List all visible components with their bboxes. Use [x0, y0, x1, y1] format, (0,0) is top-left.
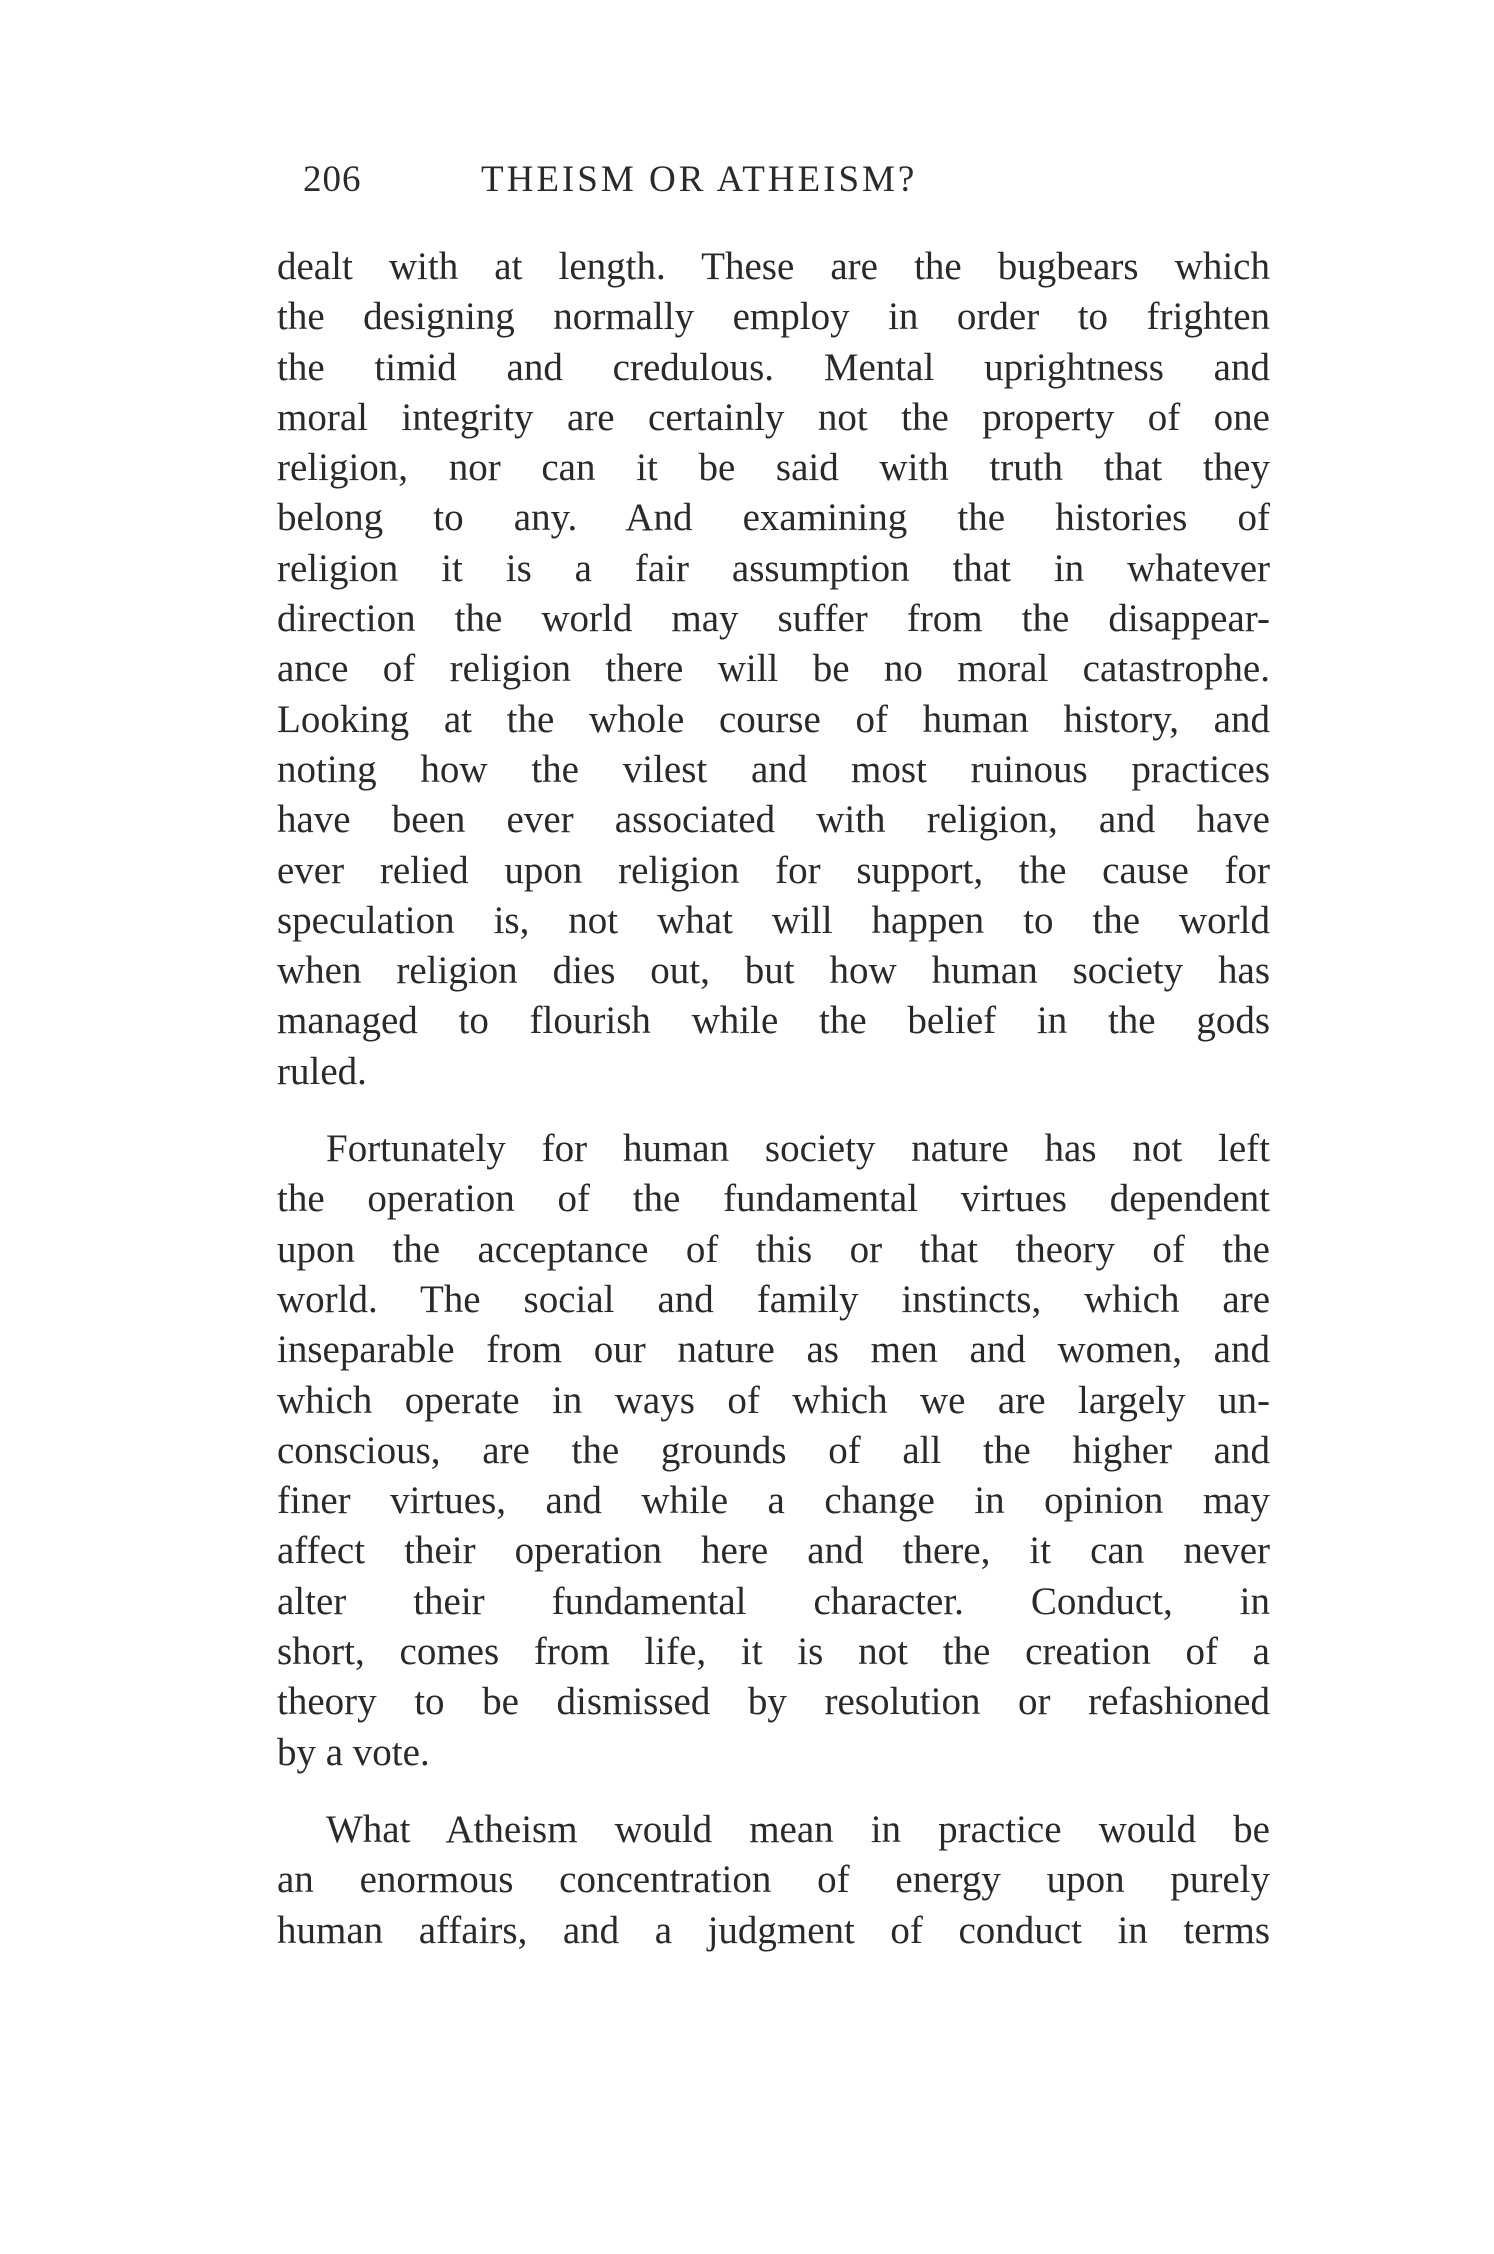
text-line: theory to be dismissed by resolution or refashioned — [277, 1680, 1270, 1724]
paragraph-2 — [277, 1124, 1270, 1778]
text-line: human affairs, and a judgment of conduct in terms — [277, 1908, 1270, 1952]
text-line: short, comes from life, it is not the creation of a — [277, 1630, 1270, 1674]
text-line: world. The social and family instincts, which are — [277, 1277, 1270, 1321]
text-line: affect their operation here and there, it can never — [277, 1529, 1270, 1573]
text-line: the operation of the fundamental virtues dependent — [277, 1177, 1270, 1221]
page-header — [303, 158, 1263, 208]
text-line: alter their fundamental character. Conduct, in — [277, 1579, 1270, 1623]
text-line: speculation is, not what will happen to the world — [277, 898, 1270, 942]
text-line: belong to any. And examining the histories of — [277, 496, 1270, 540]
text-line: ance of religion there will be no moral catastrophe. — [277, 647, 1270, 691]
text-line: which operate in ways of which we are largely un- — [277, 1378, 1270, 1422]
paragraph-1 — [277, 242, 1270, 1097]
text-line: have been ever associated with religion, and have — [277, 798, 1270, 842]
paragraph-gap — [277, 1778, 1270, 1805]
text-line: dealt with at length. These are the bugbears which — [277, 245, 1270, 288]
text-line: direction the world may suffer from the disappear- — [277, 597, 1270, 641]
running-title: THEISM OR ATHEISM? — [481, 159, 918, 200]
text-line: noting how the vilest and most ruinous practices — [277, 747, 1270, 791]
text-line: the designing normally employ in order to frighten — [277, 295, 1270, 339]
paragraph-gap — [277, 1097, 1270, 1124]
text-line: moral integrity are certainly not the property of one — [277, 395, 1270, 439]
text-line: What Atheism would mean in practice would be — [326, 1807, 1270, 1851]
text-line: inseparable from our nature as men and women, and — [277, 1328, 1270, 1372]
text-line: finer virtues, and while a change in opinion may — [277, 1479, 1270, 1523]
text-line: an enormous concentration of energy upon purely — [277, 1858, 1270, 1902]
text-line: conscious, are the grounds of all the higher and — [277, 1428, 1270, 1472]
body-text — [277, 242, 1270, 1956]
page-number: 206 — [303, 159, 362, 200]
text-line: religion it is a fair assumption that in whatever — [277, 546, 1270, 590]
text-line: managed to flourish while the belief in the gods — [277, 999, 1270, 1043]
text-line: Fortunately for human society nature has not left — [326, 1127, 1270, 1171]
text-line: when religion dies out, but how human society has — [277, 949, 1270, 993]
paragraph-3 — [277, 1805, 1270, 1956]
text-line: religion, nor can it be said with truth that they — [277, 446, 1270, 490]
text-line: the timid and credulous. Mental uprightness and — [277, 345, 1270, 389]
text-line: by a vote. — [277, 1730, 430, 1774]
text-line: ever relied upon religion for support, the cause for — [277, 848, 1270, 892]
text-line: Looking at the whole course of human history, and — [277, 697, 1270, 741]
text-line: ruled. — [277, 1049, 367, 1093]
text-line: upon the acceptance of this or that theory of the — [277, 1227, 1270, 1271]
